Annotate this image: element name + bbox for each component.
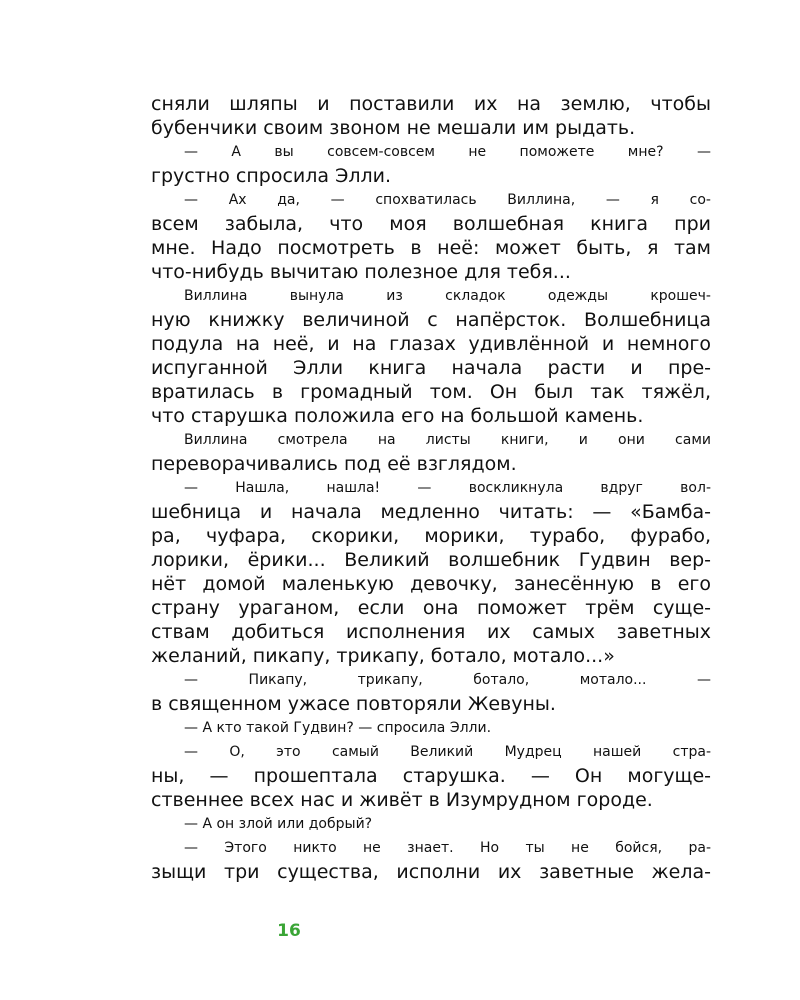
text-line: — А вы совсем-совсем не поможете мне? — [184,144,711,160]
text-line: что-нибудь вычитаю полезное для тебя... [151,261,571,283]
text-line: в священном ужасе повторяли Жевуны. [151,693,556,715]
text-line: ственнее всех нас и живёт в Изумрудном городе. [151,789,653,811]
body-text [151,92,711,884]
text-line: лорики, ёрики... Великий волшебник Гудвин вер- [151,549,711,571]
page-number: 16 [277,921,301,941]
text-line: ную книжку величиной с напёрсток. Волшебница [151,309,711,331]
text-line: — Пикапу, трикапу, ботало, мотало... — [184,672,711,688]
text-line: — А он злой или добрый? [184,816,373,832]
text-line: испуганной Элли книга начала расти и пре- [151,357,711,379]
text-line: — Ах да, — спохватилась Виллина, — я со- [184,192,711,208]
text-line: шебница и начала медленно читать: — «Бамба- [151,501,711,523]
text-line: бубенчики своим звоном не мешали им рыдать. [151,117,636,139]
text-line: переворачивались под её взглядом. [151,453,517,475]
text-line: ра, чуфара, скорики, морики, турабо, фурабо, [151,525,711,547]
text-line: желаний, пикапу, трикапу, ботало, мотало...» [151,645,615,667]
text-line: зыщи три существа, исполни их заветные жела- [151,861,711,883]
text-line: ны, — прошептала старушка. — Он могуще- [151,765,711,787]
text-line: нёт домой маленькую девочку, занесённую в его [151,573,711,595]
text-line: подула на неё, и на глазах удивлённой и немного [151,333,711,355]
text-line: — А кто такой Гудвин? — спросила Элли. [184,720,492,736]
text-line: мне. Надо посмотреть в неё: может быть, я там [151,237,711,259]
text-line: ствам добиться исполнения их самых заветных [151,621,711,643]
text-line: сняли шляпы и поставили их на землю, чтобы [151,93,711,115]
text-line: что старушка положила его на большой камень. [151,405,644,427]
text-line: страну ураганом, если она поможет трём суще- [151,597,711,619]
text-line: вратилась в громадный том. Он был так тяжёл, [151,381,711,403]
text-line: — Нашла, нашла! — воскликнула вдруг вол- [184,480,711,496]
text-line: — Этого никто не знает. Но ты не бойся, ра- [184,840,711,856]
text-line: Виллина вынула из складок одежды крошеч- [184,288,711,304]
text-line: — О, это самый Великий Мудрец нашей стра- [184,744,711,760]
text-line: всем забыла, что моя волшебная книга при [151,213,711,235]
text-line: Виллина смотрела на листы книги, и они сами [184,432,711,448]
text-line: грустно спросила Элли. [151,165,392,187]
